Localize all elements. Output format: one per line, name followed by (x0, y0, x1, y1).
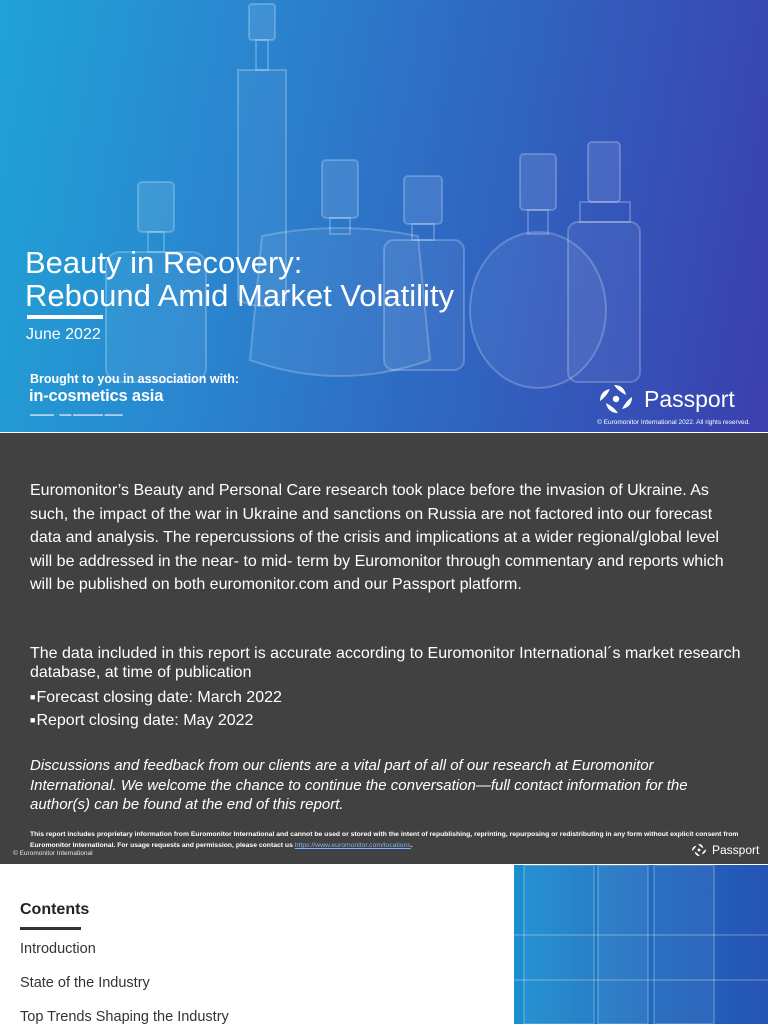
contents-decorative-image (514, 865, 768, 1024)
bullet-text: Forecast closing date: March 2022 (36, 689, 282, 706)
fine-print-end: . (410, 842, 413, 849)
contents-heading: Contents (20, 901, 90, 918)
contents-item-state-of-industry[interactable]: State of the Industry (20, 975, 150, 991)
war-impact-paragraph: Euromonitor’s Beauty and Personal Care research took place before the invasion of Ukraine. As such, the impact of the war in Ukraine and sanctions on Russia are not factored into our forecast data and analysis. The repercussions of the crisis and implications at a wider regional/global level will be addressed in the near- to mid- term by Euromonitor through commentary and reports which will be published on both euromonitor.com and our Passport platform. (30, 482, 724, 593)
passport-wordmark: Passport (712, 843, 760, 857)
report-date: June 2022 (26, 326, 101, 343)
contents-item-top-trends[interactable]: Top Trends Shaping the Industry (20, 1009, 229, 1025)
in-cosmetics-asia-logo: in-cosmetics asia (29, 387, 164, 405)
bullet-square-icon: ■ (30, 715, 36, 725)
feedback-paragraph: Discussions and feedback from our clients are a vital part of all of our research at Euromonitor International. We welcome the chance to continue the conversation—full contact information for the author(s) can be found at the end of this report. (30, 757, 688, 813)
contents-slide (0, 865, 768, 1024)
partner-logo-tagline: ▬▬▬▬ · ▬▬ ▬▬▬▬▬ ▬▬▬ (30, 412, 123, 418)
contents-underline (20, 927, 81, 930)
cover-copyright: © Euromonitor International 2022. All rights reserved. (597, 419, 750, 426)
cover-slide (0, 0, 768, 432)
report-closing-bullet (30, 712, 253, 730)
passport-mark-icon (690, 843, 708, 857)
passport-wordmark: Passport (644, 385, 735, 412)
data-accuracy-paragraph: The data included in this report is accurate according to Euromonitor International´s market research database, at time of publication (30, 645, 741, 681)
report-title (25, 246, 454, 312)
association-label: Brought to you in association with: (30, 372, 240, 386)
bullet-square-icon: ■ (30, 692, 36, 702)
title-underline (27, 315, 103, 319)
passport-logo-small (690, 843, 759, 857)
forecast-closing-bullet (30, 689, 282, 707)
disclaimer-slide (0, 433, 768, 864)
contents-item-introduction[interactable]: Introduction (20, 941, 96, 957)
notice-copyright: © Euromonitor International (13, 850, 93, 857)
passport-logo (596, 383, 735, 415)
fine-print-text: This report includes proprietary information from Euromonitor International and cannot be used or stored with the intent of republishing, reprinting, repurposing or redistributing in any form without explicit consent from Euromonitor International. For usage requests and permission, please contact us (30, 831, 739, 849)
report-title-line1: Beauty in Recovery: (25, 245, 303, 280)
report-title-line2: Rebound Amid Market Volatility (25, 278, 455, 313)
perfume-bottles-image (0, 0, 768, 432)
locations-link[interactable]: https://www.euromonitor.com/locations (294, 842, 411, 849)
passport-mark-icon (596, 383, 636, 415)
legal-fine-print (30, 829, 744, 851)
bottles-detail-image (514, 865, 768, 1024)
bullet-text: Report closing date: May 2022 (36, 712, 254, 729)
